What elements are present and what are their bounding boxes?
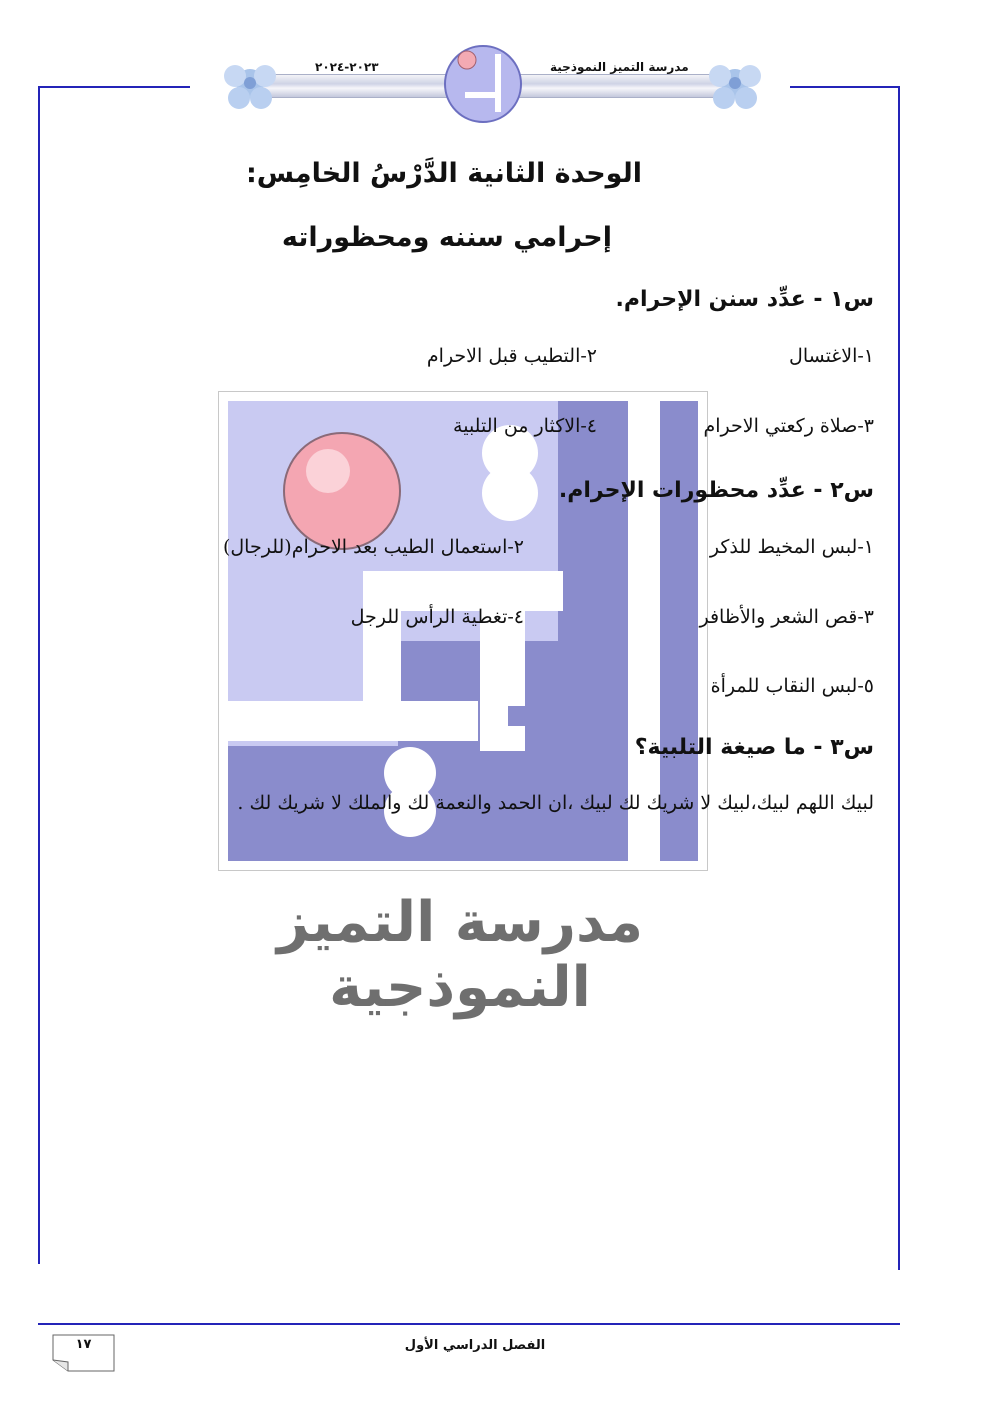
watermark-school-name: مدرسة التميز النموذجية — [276, 890, 644, 1020]
frame-top-left — [38, 86, 190, 88]
q1-item-4: ٤-الاكثار من التلبية — [453, 415, 597, 437]
header-school-name: مدرسة التميز النموذجية — [550, 60, 689, 74]
q2-item-1: ١-لبس المخيط للذكر — [709, 536, 874, 558]
flower-left-icon — [215, 48, 285, 118]
q1-item-2: ٢-التطيب قبل الاحرام — [426, 345, 597, 367]
page-number: ١٧ — [75, 1337, 92, 1352]
question-2: س٢ - عدِّد محظورات الإحرام. — [558, 478, 874, 503]
page-number-box — [52, 1334, 115, 1372]
question-3: س٣ - ما صيغة التلبية؟ — [634, 735, 874, 760]
frame-left — [38, 86, 40, 1264]
frame-top-right — [790, 86, 900, 88]
q2-item-5: ٥-لبس النقاب للمرأة — [710, 675, 874, 697]
q2-item-3: ٣-قص الشعر والأظافر — [699, 606, 874, 628]
school-logo-seal — [443, 44, 523, 124]
unit-title: الوحدة الثانية الدَّرْسُ الخامِس: — [245, 158, 642, 189]
flower-right-icon — [700, 48, 770, 118]
frame-right — [898, 86, 900, 1270]
header-year: ٢٠٢٣-٢٠٢٤ — [315, 60, 379, 74]
talbiyah-answer: لبيك اللهم لبيك،لبيك لا شريك لك لبيك ،ان الحمد والنعمة لك والملك لا شريك لك . — [237, 792, 874, 814]
q1-item-3: ٣-صلاة ركعتي الاحرام — [703, 415, 874, 437]
q1-item-1: ١-الاغتسال — [789, 345, 874, 367]
footer-semester: الفصل الدراسي الأول — [404, 1338, 546, 1353]
lesson-title: إحرامي سننه ومحظوراته — [281, 222, 612, 253]
q2-item-2: ٢-استعمال الطيب بعد الاحرام(للرجال) — [222, 536, 524, 558]
footer-line — [38, 1323, 900, 1325]
q2-item-4: ٤-تغطية الرأس للرجل — [350, 606, 524, 628]
header-banner — [215, 44, 770, 124]
question-1: س١ - عدِّد سنن الإحرام. — [615, 287, 874, 312]
